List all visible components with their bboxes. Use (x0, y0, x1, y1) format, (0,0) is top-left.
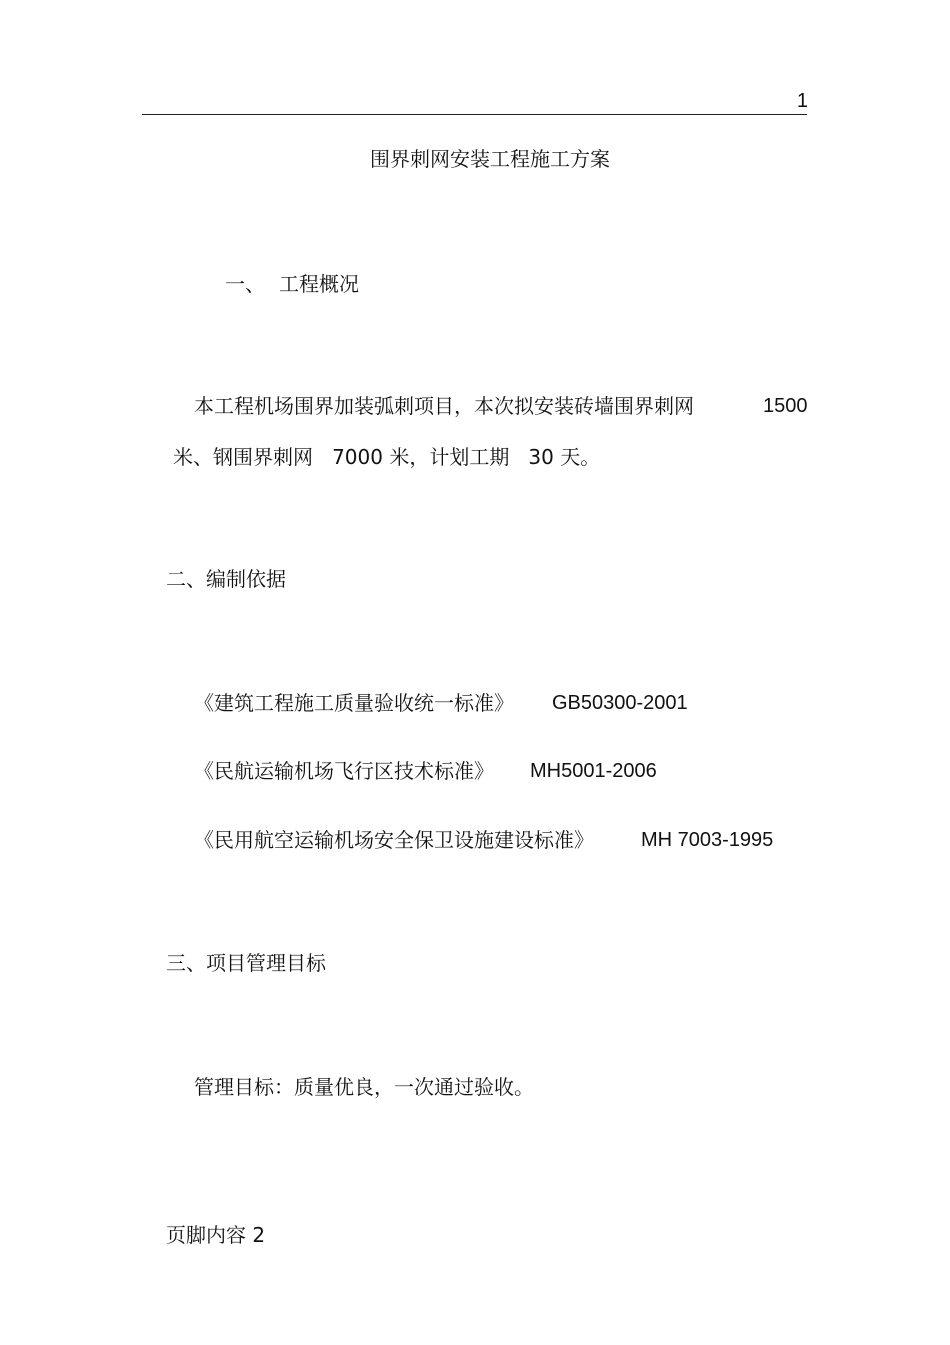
section-1-number: 一、 (225, 272, 265, 296)
page-footer: 页脚内容 2 (166, 1223, 266, 1247)
reference-name: 《民用航空运输机场安全保卫设施建设标准》 (194, 828, 594, 852)
overview-paragraph-line-1: 本工程机场围界加装弧刺项目，本次拟安装砖墙围界刺网 (194, 394, 694, 418)
section-3-heading: 三、项目管理目标 (166, 951, 326, 975)
overview-paragraph-length-value: 1500 (763, 395, 808, 417)
overview-paragraph-line-2: 米、钢围界刺网 7000 米，计划工期 30 天。 (173, 445, 601, 469)
header-rule (142, 114, 807, 115)
reference-code: GB50300-2001 (552, 692, 688, 714)
section-1-heading: 工程概况 (279, 272, 359, 296)
reference-name: 《民航运输机场飞行区技术标准》 (194, 759, 494, 783)
document-title: 围界刺网安装工程施工方案 (370, 147, 610, 171)
reference-code: MH 7003-1995 (641, 829, 774, 851)
reference-code: MH5001-2006 (530, 760, 657, 782)
management-goal-paragraph: 管理目标：质量优良，一次通过验收。 (194, 1075, 534, 1099)
page-number: 1 (796, 90, 808, 112)
section-2-heading: 二、编制依据 (166, 567, 286, 591)
reference-name: 《建筑工程施工质量验收统一标准》 (194, 691, 514, 715)
